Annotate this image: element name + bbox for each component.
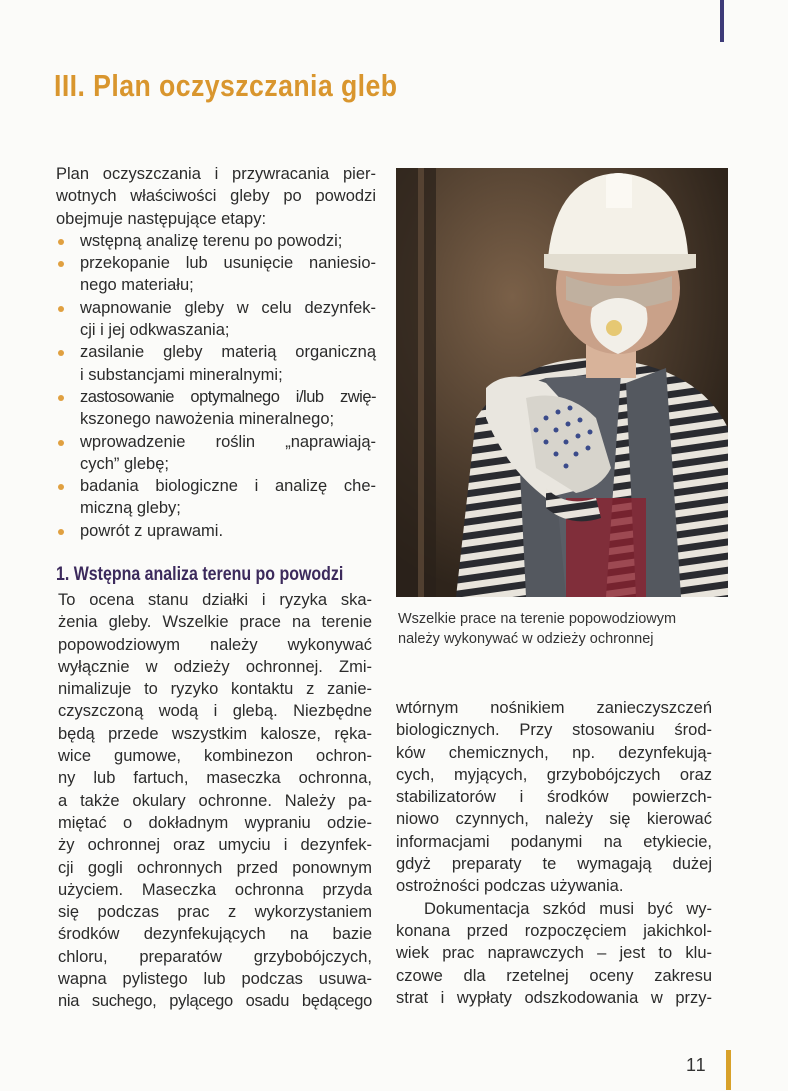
body-line: miętać o dokładnym wypraniu odzie- (58, 813, 372, 832)
body-line: czowe dla rzetelnej oceny zakresu (396, 966, 712, 985)
body-line: wtórnym nośnikiem zanieczyszczeń (396, 699, 712, 717)
intro-paragraph (56, 163, 376, 230)
list-item (56, 520, 376, 542)
body-line: użyciem. Maseczka ochronna przyda (58, 880, 372, 899)
list-item-line: zasilanie gleby materią organiczną (80, 343, 376, 362)
list-item (56, 297, 376, 342)
photo-caption (398, 610, 718, 649)
body-line: wyłącznie w odzieży ochronnej. Zmi- (58, 657, 372, 676)
body-line: będą przede wszystkim kalosze, ręka- (58, 724, 372, 743)
section-body-right (396, 697, 712, 1009)
caption-line: popowodziowym należy wykonywać (398, 611, 677, 647)
list-item-line: powrót z uprawami. (80, 521, 224, 540)
body-line: popowodziowym należy wykonywać (58, 635, 372, 654)
top-accent-bar (720, 0, 724, 42)
intro-line: Plan oczyszczania i przywracania pier- (56, 165, 376, 183)
body-line: informacjami podanymi na etykiecie, (396, 832, 712, 851)
body-line: czyszczoną wodą i glebą. Niezbędne (58, 702, 372, 721)
list-item-line: wprowadzenie roślin „naprawiają- (80, 432, 376, 451)
worker-photo-illustration (396, 168, 728, 597)
body-line: konana przed rozpoczęciem jakichkol- (396, 921, 712, 940)
list-item-line: i substancjami mineralnymi; (80, 365, 283, 384)
body-line: się podczas prac z wykorzystaniem (58, 903, 372, 922)
intro-line: obejmuje następujące etapy: (56, 209, 267, 228)
list-item (56, 431, 376, 476)
section-body-left (58, 589, 372, 1013)
body-line: strat i wypłaty odszkodowania w przy- (396, 988, 712, 1007)
list-item-line: miczną gleby; (80, 499, 181, 518)
list-item-line: kszonego nawożenia mineralnego; (80, 410, 335, 429)
body-line: żenia gleby. Wszelkie prace na terenie (58, 613, 372, 632)
list-item-line: zastosowanie optymalnego i/lub zwię- (80, 387, 376, 406)
section-heading: 1. Wstępna analiza terenu po powodzi (56, 564, 344, 585)
list-item (56, 252, 376, 297)
intro-block (56, 163, 376, 542)
list-item-line: cji i jej odkwaszania; (80, 321, 230, 340)
list-item-line: wstępną analizę terenu po powodzi; (80, 231, 343, 250)
list-item (56, 230, 376, 252)
body-line: cji gogli ochronnych przed ponownym (58, 858, 372, 877)
body-line: ny lub fartuch, maseczka ochronna, (58, 769, 372, 788)
list-item-line: wapnowanie gleby w celu dezynfek- (80, 298, 376, 317)
worker-photo (396, 168, 728, 597)
list-item (56, 386, 376, 431)
page-number: 11 (686, 1055, 707, 1075)
body-line: ży ochronnej oraz umyciu i dezynfek- (58, 836, 372, 855)
body-line: ostrożności podczas używania. (396, 877, 624, 896)
body-line: wice gumowe, kombinezon ochron- (58, 747, 372, 766)
body-line: stabilizatorów i środków powierzch- (396, 788, 712, 807)
caption-line: Wszelkie prace na terenie (398, 611, 565, 627)
body-line: biologicznych. Przy stosowaniu środ- (396, 721, 712, 740)
page-title: III. Plan oczyszczania gleb (54, 68, 398, 103)
body-line: niowo czynnych, należy się kierować (396, 810, 712, 829)
body-line: Dokumentacja szkód musi być wy- (424, 899, 712, 918)
body-line: wapna pylistego lub podczas usuwa- (58, 970, 372, 989)
body-line: To ocena stanu działki i ryzyka ska- (58, 591, 372, 609)
steps-list (56, 230, 376, 542)
body-line: ków chemicznych, np. dezynfekują- (396, 743, 712, 762)
body-line: środków dezynfekujących na bazie (58, 925, 372, 944)
body-line: nia suchego, pylącego osadu będącego (58, 992, 372, 1011)
body-line: nimalizuje to ryzyko kontaktu z zanie- (58, 680, 372, 699)
body-line: a także okulary ochronne. Należy pa- (58, 791, 372, 810)
list-item (56, 341, 376, 386)
caption-line: w odzieży ochronnej (522, 630, 654, 647)
body-line: chloru, preparatów grzybobójczych, (58, 947, 372, 966)
intro-line: wotnych właściwości gleby po powodzi (56, 187, 376, 206)
body-line: cych, myjących, grzybobójczych oraz (396, 765, 712, 784)
list-item (56, 475, 376, 520)
body-line: gdyż preparaty te wymagają dużej (396, 855, 712, 874)
list-item-line: przekopanie lub usunięcie naniesio- (80, 254, 376, 273)
list-item-line: nego materiału; (80, 276, 194, 295)
list-item-line: cych” glebę; (80, 454, 169, 473)
body-line: wiek prac naprawczych – jest to klu- (396, 944, 712, 963)
list-item-line: badania biologiczne i analizę che- (80, 477, 376, 496)
bottom-accent-bar (726, 1050, 731, 1090)
